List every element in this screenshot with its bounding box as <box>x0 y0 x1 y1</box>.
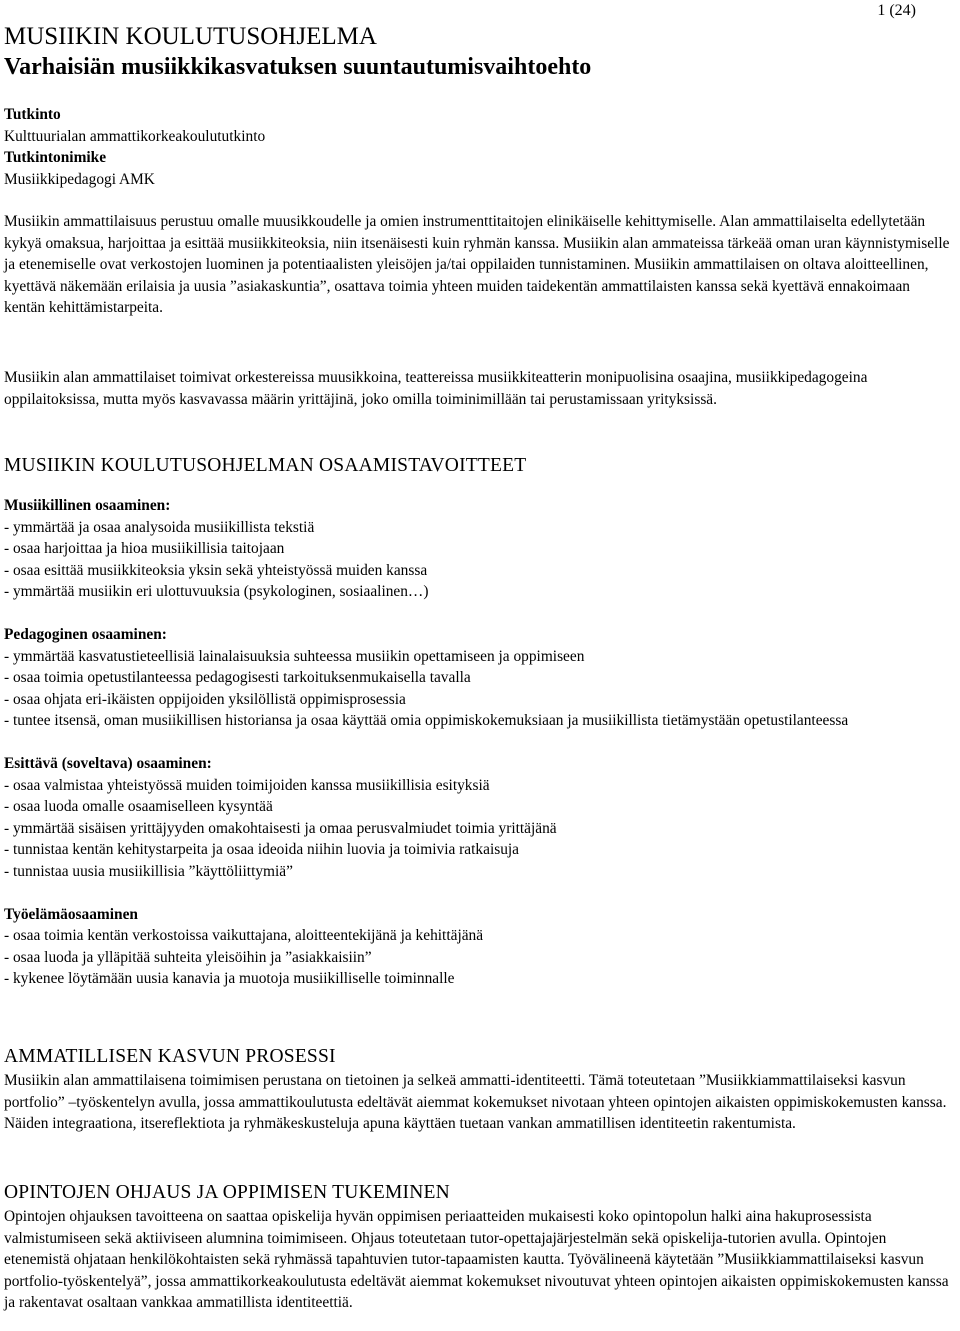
goal-group-title: Pedagoginen osaaminen: <box>4 625 167 643</box>
goal-item: - tunnistaa kentän kehitystarpeita ja osaa ideoida niihin luovia ja toimivia ratkaisuja <box>4 841 520 859</box>
section-goals-heading: MUSIIKIN KOULUTUSOHJELMAN OSAAMISTAVOITTEET <box>4 455 527 476</box>
section-growth <box>4 1044 954 1135</box>
goal-item: - osaa toimia opetustilanteessa pedagogisesti tarkoituksenmukaisella tavalla <box>4 669 471 687</box>
section-guidance-text: Opintojen ohjauksen tavoitteena on saattaa opiskelija hyvän oppimisen periaatteiden mukaisesti koko opintopolun halki aina hakuprosessista valmistumiseen sekä aktiiviseen alumnina toimimiseen. Ohjaus toteutetaan tutor-opettajajärjestelmän sekä opiskelija-tutorien avulla. Opintojen etenemistä ohjataan henkilökohtaisten sekä ryhmässä tapahtuvien tutor-tapaamisten kautta. Työvälineenä käytetään ”Musiikkiammattilaiseksi kasvun portfolio-työskentelyä”, jossa ammattikorkeakoulutusta edeltävät aiemmat kokemukset nivoutuvat yhteen opintojen aikaisten oppimiskokemusten kanssa ja rakentavat osaltaan vankkaa ammatillista identiteettiä. <box>4 1208 949 1312</box>
goal-item: - osaa luoda ja ylläpitää suhteita yleisöihin ja ”asiakkaisiin” <box>4 948 372 966</box>
goal-group-performing <box>4 753 954 883</box>
goal-group-title: Esittävä (soveltava) osaaminen: <box>4 754 212 772</box>
section-guidance-heading: OPINTOJEN OHJAUS JA OPPIMISEN TUKEMINEN <box>4 1182 450 1203</box>
goal-item: - osaa luoda omalle osaamiselleen kysyntää <box>4 798 273 816</box>
goal-group-title: Musiikillinen osaaminen: <box>4 497 171 514</box>
degree-info <box>4 104 954 190</box>
intro-paragraph-1: Musiikin ammattilaisuus perustuu omalle muusikkoudelle ja omien instrumenttitaitojen elinikäiselle kehittymiselle. Alan ammattilaiselta edellytetään kykyä omaksua, harjoittaa ja esittää musiikkiteoksia, niin itsenäisesti kuin ryhmän kanssa. Musiikin alan ammateissa tärkeää oman uran käynnistymiselle ja etenemiselle ovat verkostojen luominen ja potentiaalisten yleisöjen ja/tai oppilaiden tunnistaminen. Musiikin ammattilaisen on oltava aloitteellinen, kyettävä näkemään erilaisia ja uusia ”asiakaskuntia”, osattava toimia yhteen muiden taidekentän ammattilaisten kanssa sekä kyettävä ennakoimaan kentän kehittämistarpeita. <box>4 213 950 317</box>
goal-item: - osaa esittää musiikkiteoksia yksin sekä yhteistyössä muiden kanssa <box>4 561 428 579</box>
goal-group-pedagogy <box>4 624 954 732</box>
goal-item: - ymmärtää musiikin eri ulottuvuuksia (psykologinen, sosiaalinen…) <box>4 583 429 601</box>
degree-title-value: Musiikkipedagogi AMK <box>4 170 155 188</box>
goal-group-title: Työelämäosaaminen <box>4 905 138 923</box>
goal-item: - ymmärtää ja osaa analysoida musiikillista tekstiä <box>4 518 315 536</box>
document-title: MUSIIKIN KOULUTUSOHJELMA <box>4 23 377 50</box>
section-goals <box>4 453 954 990</box>
degree-title-label: Tutkintonimike <box>4 149 107 167</box>
goal-item: - osaa ohjata eri-ikäisten oppijoiden yksilöllistä oppimisprosessia <box>4 690 406 708</box>
section-growth-heading: AMMATILLISEN KASVUN PROSESSI <box>4 1046 336 1067</box>
goal-item: - tunnistaa uusia musiikillisia ”käyttöliittymiä” <box>4 862 293 880</box>
goal-item: - tuntee itsensä, oman musiikillisen historiansa ja osaa käyttää omia oppimiskokemuksiaan ja musiikillista tietämystään opetustilanteessa <box>4 712 849 730</box>
goal-item: - ymmärtää sisäisen yrittäjyyden omakohtaisesti ja omaa perusvalmiudet toimia yrittäjänä <box>4 819 557 837</box>
page-number: 1 (24) <box>877 2 916 19</box>
goal-item: - osaa harjoittaa ja hioa musiikillisia taitojaan <box>4 540 285 558</box>
goal-item: - osaa valmistaa yhteistyössä muiden toimijoiden kanssa musiikillisia esityksiä <box>4 776 490 794</box>
section-growth-text: Musiikin alan ammattilaisena toimimisen perustana on tietoinen ja selkeä ammatti-identiteetti. Tämä toteutetaan ”Musiikkiammattilaiseksi kasvun portfolio” –työskentelyn avulla, jossa ammattikoulutusta edeltävät aiemmat kokemukset nivotaan yhteen opintojen aikaisten oppimiskokemusten kanssa. Näiden integraationa, itsereflektiota ja ryhmäkeskusteluja apuna käyttäen tuetaan vankan ammatillisen identiteetin rakentumista. <box>4 1072 947 1133</box>
goal-group-worklife <box>4 904 954 990</box>
document-subtitle: Varhaisiän musiikkikasvatuksen suuntautumisvaihtoehto <box>4 54 592 80</box>
goal-item: - osaa toimia kentän verkostoissa vaikuttajana, aloitteentekijänä ja kehittäjänä <box>4 927 484 945</box>
goal-item: - kykenee löytämään uusia kanavia ja muotoja musiikilliselle toiminnalle <box>4 970 455 988</box>
degree-value: Kulttuurialan ammattikorkeakoulututkinto <box>4 127 266 145</box>
goal-item: - ymmärtää kasvatustieteellisiä lainalaisuuksia suhteessa musiikin opettamiseen ja oppimiseen <box>4 647 585 665</box>
goal-group-music <box>4 495 954 603</box>
intro-paragraph-2: Musiikin alan ammattilaiset toimivat orkestereissa muusikkoina, teattereissa musiikkiteatterin monipuolisina osaajina, musiikkipedagogeina oppilaitoksissa, mutta myös kasvavassa määrin yrittäjinä, joko omilla toiminimillään tai perustamissaan yrityksissä. <box>4 369 868 408</box>
degree-label: Tutkinto <box>4 106 61 123</box>
section-guidance <box>4 1180 954 1314</box>
